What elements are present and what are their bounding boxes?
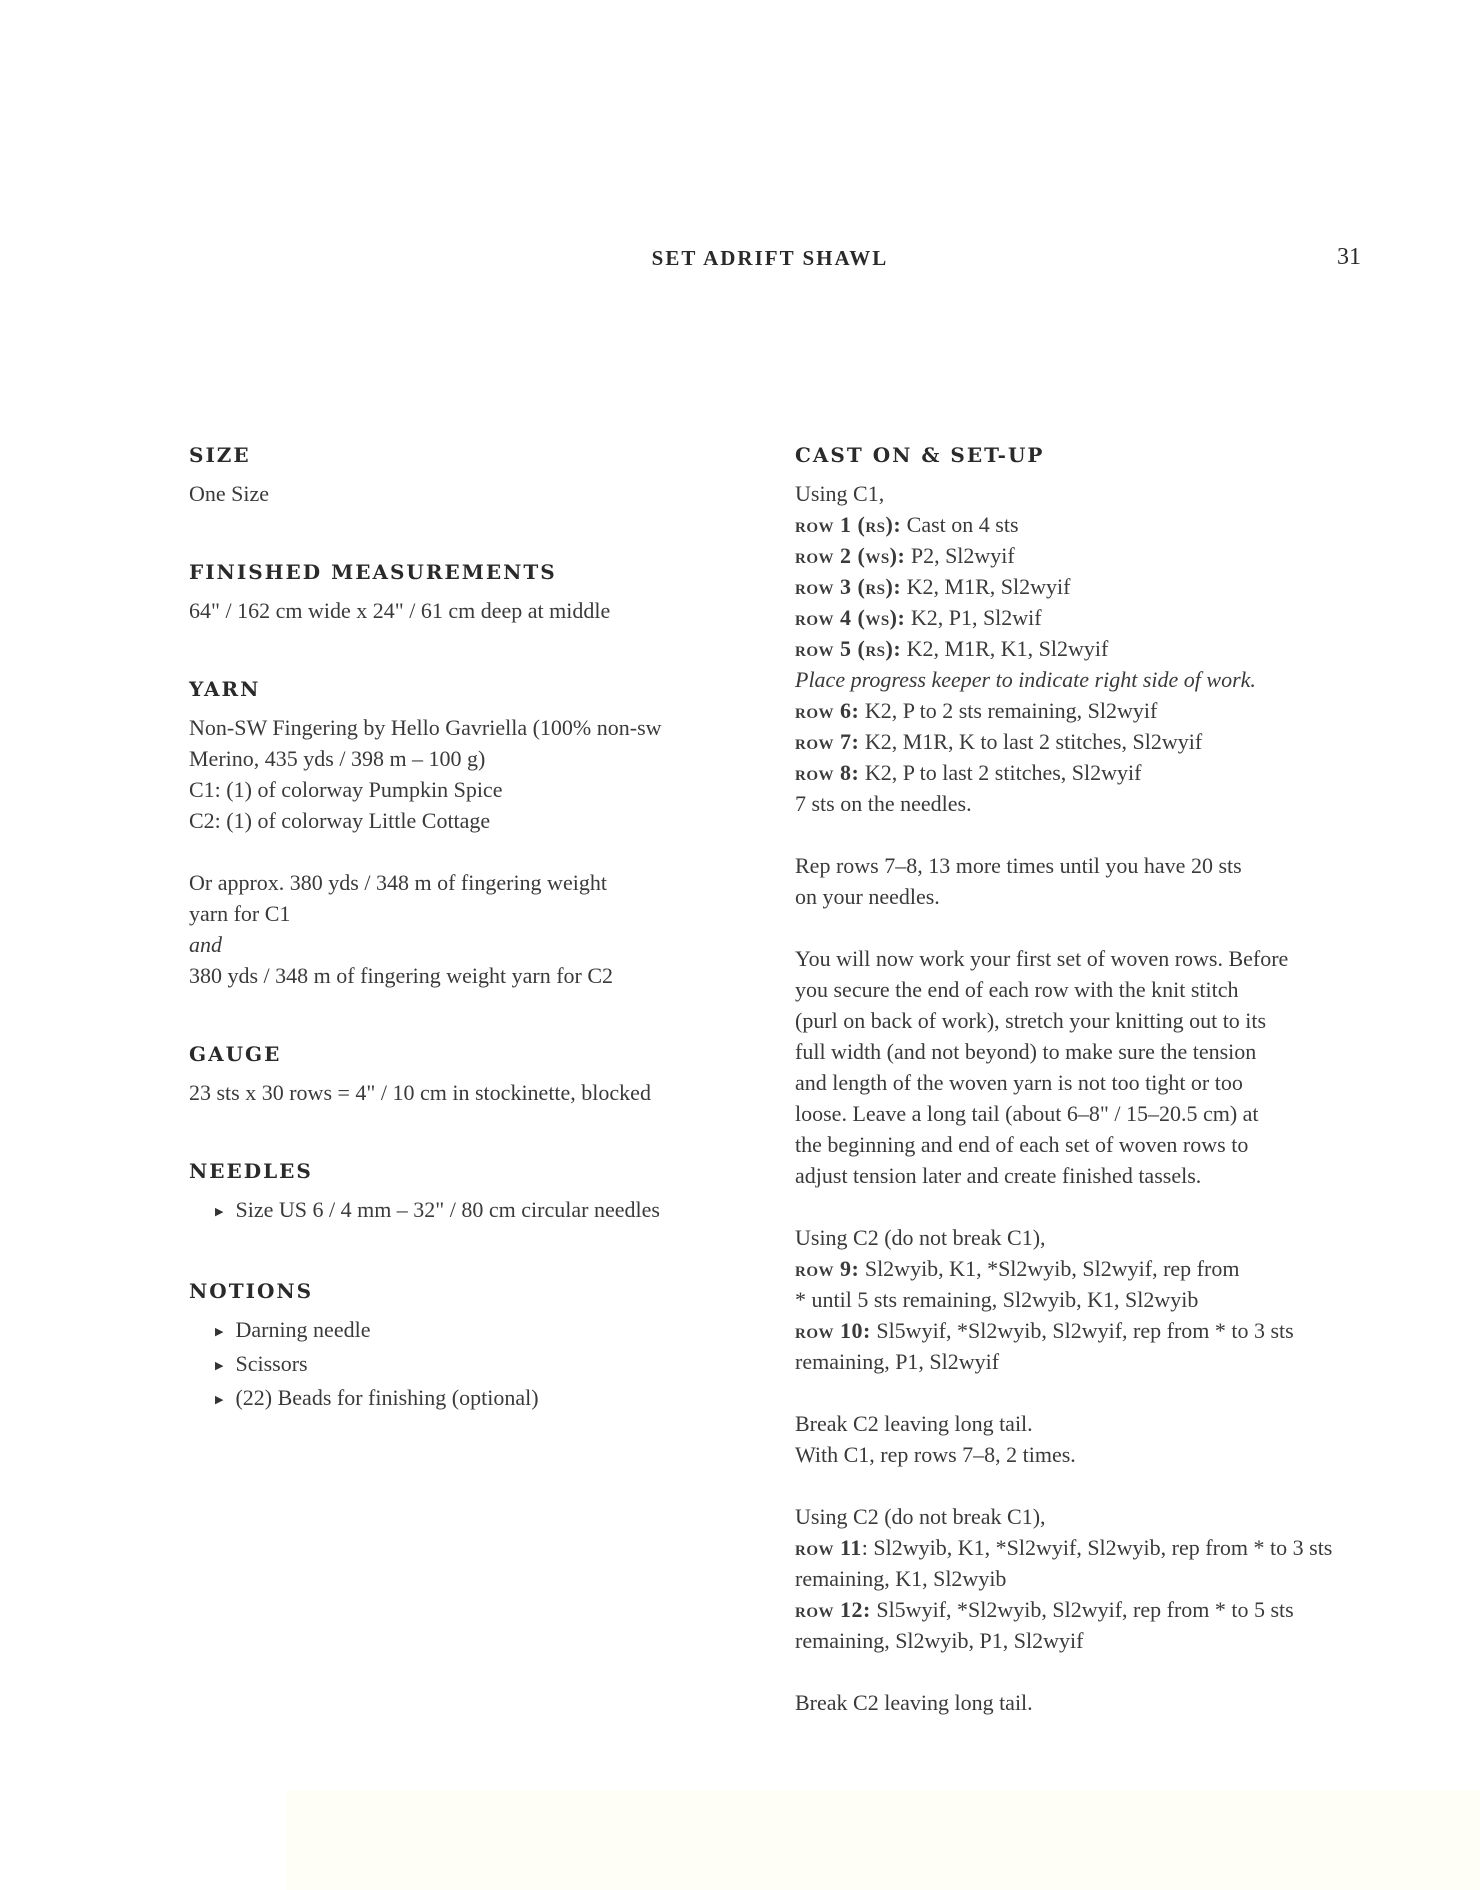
list-item-text: Scissors (235, 1351, 308, 1376)
yarn-line: Or approx. 380 yds / 348 m of fingering weight (189, 870, 607, 895)
row-label: row 5 (rs): (795, 636, 902, 661)
row-instruction-cont: remaining, K1, Sl2wyib (795, 1566, 1007, 1591)
bullet-triangle-icon: ▶ (215, 1360, 224, 1372)
notions-section (189, 1276, 729, 1416)
progress-keeper-note: Place progress keeper to indicate right side of work. (795, 667, 1256, 692)
paragraph-line: You will now work your first set of woven rows. Before (795, 946, 1289, 971)
yarn-line: C2: (1) of colorway Little Cottage (189, 808, 491, 833)
row-instruction (795, 633, 1355, 664)
size-section (189, 440, 729, 509)
row-label: row 7: (795, 729, 860, 754)
paragraph-line: loose. Leave a long tail (about 6–8" / 15–20.5 cm) at (795, 1101, 1259, 1126)
row-text: Sl5wyif, *Sl2wyib, Sl2wyif, rep from * to 5 sts (870, 1597, 1294, 1622)
needles-section (189, 1156, 729, 1228)
list-item (215, 1314, 729, 1348)
yarn-line: 380 yds / 348 m of fingering weight yarn for C2 (189, 963, 614, 988)
paragraph-line: and length of the woven yarn is not too tight or too (795, 1070, 1243, 1095)
row-label: row 4 (ws): (795, 605, 906, 630)
bullet-triangle-icon: ▶ (215, 1394, 224, 1406)
paragraph-line: (purl on back of work), stretch your knitting out to its (795, 1008, 1267, 1033)
row-text: K2, M1R, K1, Sl2wyif (901, 636, 1109, 661)
row-instruction (795, 571, 1355, 602)
gauge-text: 23 sts x 30 rows = 4" / 10 cm in stockinette, blocked (189, 1080, 651, 1105)
list-item (215, 1194, 729, 1228)
instruction-line: Using C2 (do not break C1), (795, 1225, 1046, 1250)
instruction-line: With C1, rep rows 7–8, 2 times. (795, 1442, 1076, 1467)
row-text: Sl2wyib, K1, *Sl2wyib, Sl2wyif, rep from (859, 1256, 1240, 1281)
row-instruction (795, 695, 1355, 726)
paragraph-line: adjust tension later and create finished tassels. (795, 1163, 1202, 1188)
row-text: K2, P to last 2 stitches, Sl2wyif (859, 760, 1142, 785)
bullet-triangle-icon: ▶ (215, 1326, 224, 1338)
row-instruction (795, 1315, 1355, 1346)
list-item-text: Darning needle (235, 1317, 371, 1342)
row-label: row 1 (rs): (795, 512, 902, 537)
row-instruction (795, 726, 1355, 757)
paragraph-line: the beginning and end of each set of woven rows to (795, 1132, 1249, 1157)
cast-on-heading: CAST ON & SET-UP (795, 443, 1045, 467)
row-instruction (795, 540, 1355, 571)
row-instruction (795, 1253, 1355, 1284)
notions-heading: NOTIONS (189, 1279, 314, 1303)
row-label: row 9: (795, 1256, 860, 1281)
row-label: row 12: (795, 1597, 871, 1622)
list-item-text: (22) Beads for finishing (optional) (235, 1385, 539, 1410)
row-text: : Sl2wyib, K1, *Sl2wyif, Sl2wyib, rep from * to 3 sts (861, 1535, 1333, 1560)
gauge-heading: GAUGE (189, 1042, 282, 1066)
instruction-line: Break C2 leaving long tail. (795, 1411, 1033, 1436)
row-text: K2, P to 2 sts remaining, Sl2wyif (859, 698, 1158, 723)
needles-heading: NEEDLES (189, 1159, 313, 1183)
bullet-triangle-icon: ▶ (215, 1206, 224, 1218)
measurements-text: 64" / 162 cm wide x 24" / 61 cm deep at middle (189, 598, 611, 623)
row-text: Cast on 4 sts (901, 512, 1019, 537)
yarn-line: Merino, 435 yds / 398 m – 100 g) (189, 746, 486, 771)
row-text: Sl5wyif, *Sl2wyib, Sl2wyif, rep from * to 3 sts (870, 1318, 1294, 1343)
measurements-heading: FINISHED MEASUREMENTS (189, 560, 557, 584)
running-header-title: SET ADRIFT SHAWL (651, 246, 889, 270)
row-text: K2, P1, Sl2wif (905, 605, 1042, 630)
instruction-line: Rep rows 7–8, 13 more times until you have 20 sts (795, 853, 1242, 878)
yarn-line: Non-SW Fingering by Hello Gavriella (100% non-sw (189, 715, 662, 740)
list-item (215, 1382, 729, 1416)
instruction-line: 7 sts on the needles. (795, 791, 972, 816)
instruction-line: Using C1, (795, 481, 885, 506)
paragraph-line: full width (and not beyond) to make sure the tension (795, 1039, 1257, 1064)
footer-tint-band (286, 1790, 1480, 1890)
list-item-text: Size US 6 / 4 mm – 32" / 80 cm circular needles (235, 1197, 660, 1222)
instruction-line: Break C2 leaving long tail. (795, 1690, 1033, 1715)
yarn-section (189, 674, 729, 991)
size-text: One Size (189, 481, 270, 506)
row-instruction (795, 602, 1355, 633)
gauge-section (189, 1039, 729, 1108)
right-column (795, 440, 1355, 1718)
page-number: 31 (1337, 244, 1361, 270)
size-heading: SIZE (189, 443, 251, 467)
row-instruction-cont: remaining, P1, Sl2wyif (795, 1349, 1000, 1374)
paragraph-line: you secure the end of each row with the knit stitch (795, 977, 1239, 1002)
row-instruction-cont: remaining, Sl2wyib, P1, Sl2wyif (795, 1628, 1084, 1653)
row-label: row 10: (795, 1318, 871, 1343)
list-item (215, 1348, 729, 1382)
row-text: K2, M1R, Sl2wyif (901, 574, 1071, 599)
row-instruction (795, 757, 1355, 788)
row-label: row 6: (795, 698, 860, 723)
row-label: row 3 (rs): (795, 574, 902, 599)
row-label: row 11 (795, 1535, 862, 1560)
instruction-line: Using C2 (do not break C1), (795, 1504, 1046, 1529)
yarn-line: and (189, 932, 222, 957)
row-instruction-cont: * until 5 sts remaining, Sl2wyib, K1, Sl2wyib (795, 1287, 1199, 1312)
row-text: P2, Sl2wyif (905, 543, 1015, 568)
row-label: row 8: (795, 760, 860, 785)
yarn-line: yarn for C1 (189, 901, 291, 926)
row-instruction (795, 509, 1355, 540)
instruction-line: on your needles. (795, 884, 940, 909)
row-instruction (795, 1532, 1355, 1563)
measurements-section (189, 557, 729, 626)
left-column (189, 440, 729, 1464)
notions-list (215, 1314, 729, 1416)
needles-list (215, 1194, 729, 1228)
row-text: K2, M1R, K to last 2 stitches, Sl2wyif (859, 729, 1203, 754)
row-instruction (795, 1594, 1355, 1625)
row-label: row 2 (ws): (795, 543, 906, 568)
yarn-heading: YARN (189, 677, 261, 701)
yarn-line: C1: (1) of colorway Pumpkin Spice (189, 777, 503, 802)
